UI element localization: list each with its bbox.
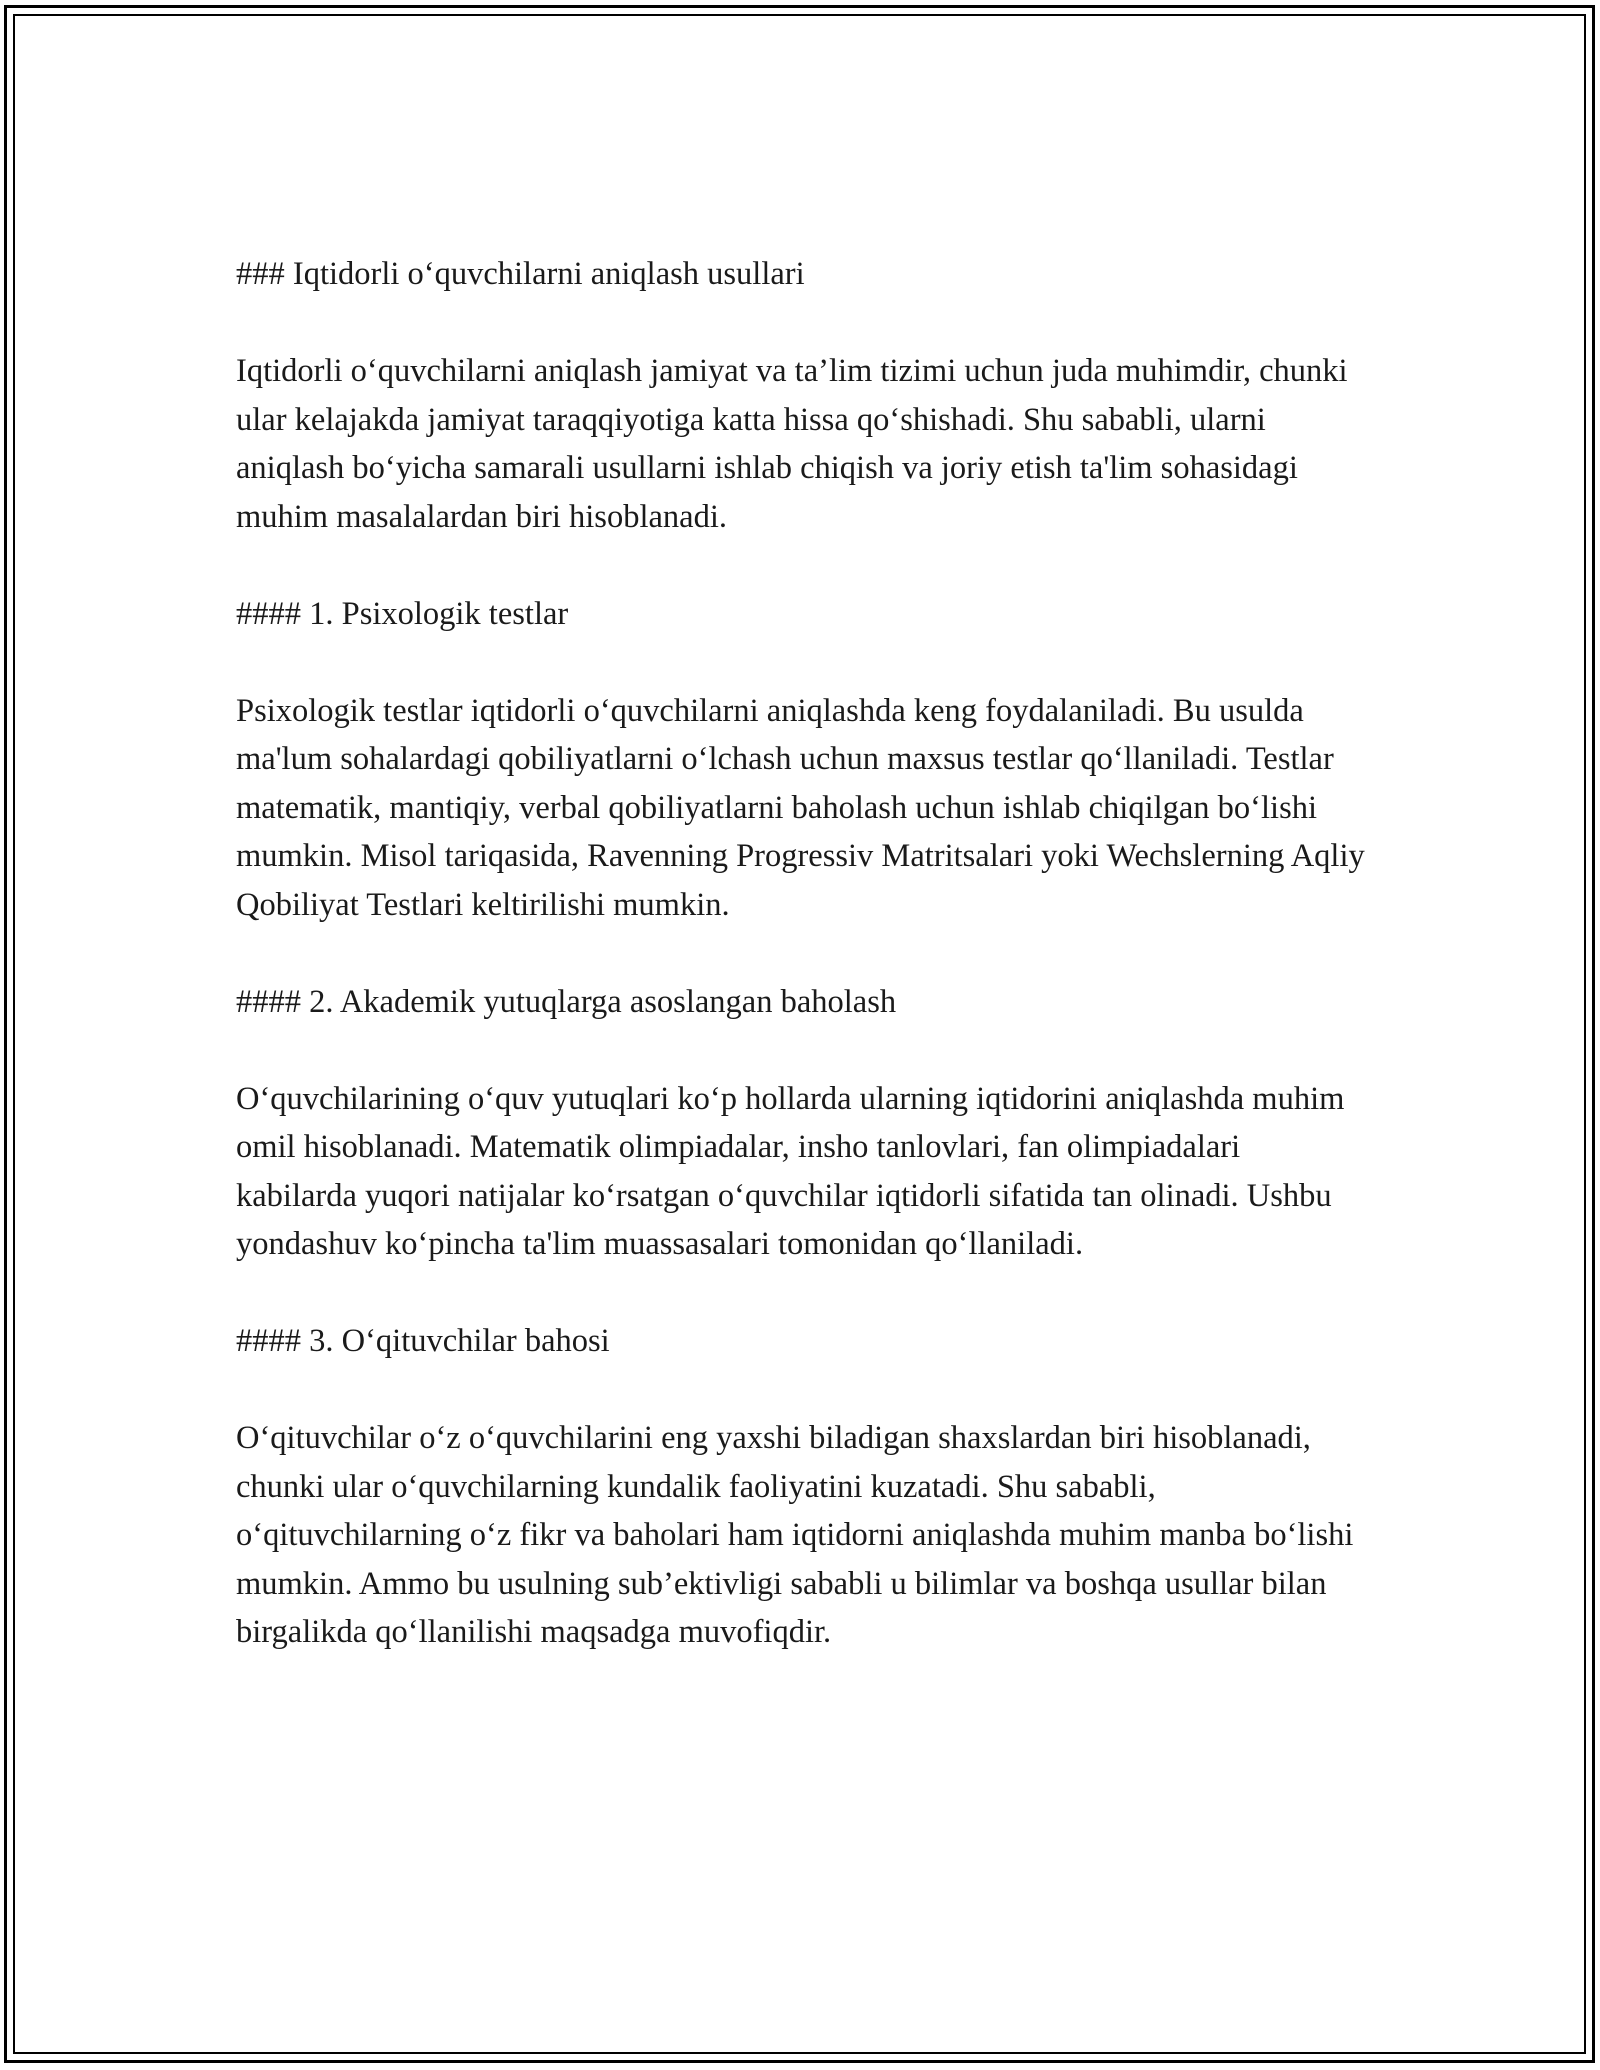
intro-paragraph: Iqtidorli o‘quvchilarni aniqlash jamiyat va ta’lim tizimi uchun juda muhimdir, chunki ular kelajakda jamiyat taraqqiyotiga katta hissa qo‘shishadi. Shu sababli, ularni aniqlash bo‘yicha samarali usullarni ishlab chiqish va joriy etish ta'lim sohasidagi muhim masalalardan biri hisoblanadi. xyxy=(236,353,1348,535)
section-heading-akademik-yutuqlar: #### 2. Akademik yutuqlarga asoslangan baholash xyxy=(236,983,897,1020)
document-title: ### Iqtidorli o‘quvchilarni aniqlash usullari xyxy=(236,256,805,292)
document-body xyxy=(236,250,1366,1705)
section-body-oqituvchilar-bahosi: O‘qituvchilar o‘z o‘quvchilarini eng yaxshi biladigan shaxslardan biri hisoblanadi, chunki ular o‘quvchilarning kundalik faoliyatini kuzatadi. Shu sababli, o‘qituvchilarning o‘z fikr va baholari ham iqtidorni aniqlashda muhim manba bo‘lishi mumkin. Ammo bu usulning sub’ektivligi sababli u bilimlar va boshqa usullar bilan birgalikda qo‘llanilishi maqsadga muvofiqdir. xyxy=(236,1420,1354,1650)
section-body-psixologik-testlar: Psixologik testlar iqtidorli o‘quvchilarni aniqlashda keng foydalaniladi. Bu usulda ma'lum sohalardagi qobiliyatlarni o‘lchash uchun maxsus testlar qo‘llaniladi. Testlar matematik, mantiqiy, verbal qobiliyatlarni baholash uchun ishlab chiqilgan bo‘lishi mumkin. Misol tariqasida, Ravenning Progressiv Matritsalari yoki Wechslerning Aqliy Qobiliyat Testlari keltirilishi mumkin. xyxy=(236,692,1365,923)
section-heading-oqituvchilar-bahosi: #### 3. O‘qituvchilar bahosi xyxy=(236,1323,610,1359)
section-body-akademik-yutuqlar: O‘quvchilarining o‘quv yutuqlari ko‘p hollarda ularning iqtidorini aniqlashda muhim omil hisoblanadi. Matematik olimpiadalar, insho tanlovlari, fan olimpiadalari kabilarda yuqori natijalar ko‘rsatgan o‘quvchilar iqtidorli sifatida tan olinadi. Ushbu yondashuv ko‘pincha ta'lim muassasalari tomonidan qo‘llaniladi. xyxy=(236,1080,1345,1262)
section-heading-psixologik-testlar: #### 1. Psixologik testlar xyxy=(236,595,569,632)
